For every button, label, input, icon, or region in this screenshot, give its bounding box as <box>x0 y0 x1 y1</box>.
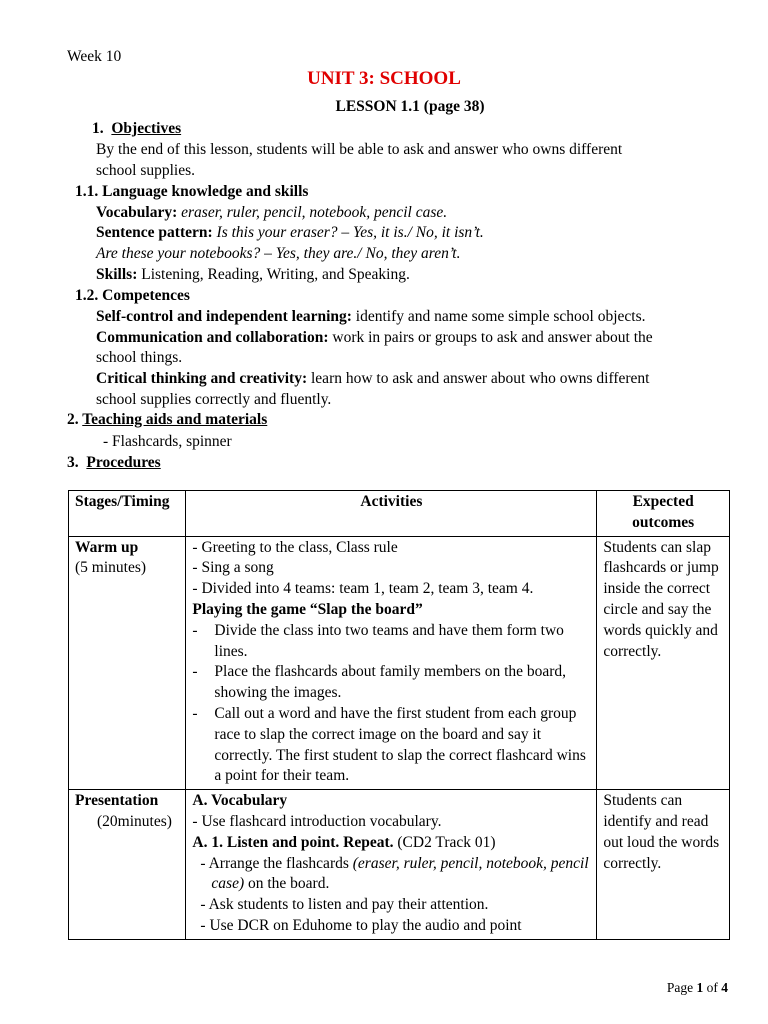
communication-label: Communication and collaboration: <box>96 329 329 346</box>
critical-thinking-line-2: school supplies correctly and fluently. <box>96 391 332 408</box>
game-step <box>192 662 590 704</box>
unit-title: UNIT 3: SCHOOL <box>307 68 461 89</box>
header-activities: Activities <box>186 491 597 537</box>
procedures-number: 3. <box>67 454 79 471</box>
skills-text: Listening, Reading, Writing, and Speaking. <box>141 266 410 283</box>
presentation-timing: (20minutes) <box>97 812 172 830</box>
warm-up-stage-cell <box>69 536 186 790</box>
footer-page-total: 4 <box>721 980 728 995</box>
dcr-line: - Use DCR on Eduhome to play the audio and point <box>200 916 522 934</box>
arrange-prefix: - Arrange the flashcards <box>200 854 353 872</box>
warm-up-activities-cell <box>186 536 597 790</box>
sentence-pattern-label: Sentence pattern: <box>96 224 213 241</box>
presentation-activities-cell <box>186 790 597 940</box>
sentence-pattern-line-2: Are these your notebooks? – Yes, they are./ No, they aren’t. <box>96 245 461 262</box>
teaching-aids-heading <box>67 410 267 431</box>
listen-point-track: (CD2 Track 01) <box>397 833 496 851</box>
communication-line <box>96 328 653 349</box>
game-step-text: Call out a word and have the first student from each group race to slap the correct image on the board and say it correctly. The first student to slap the correct flashcard wins a point for their team. <box>214 704 586 785</box>
self-control-label: Self-control and independent learning: <box>96 308 352 325</box>
page-footer <box>667 978 728 999</box>
dash-bullet: - <box>192 704 198 722</box>
game-step-text: Divide the class into two teams and have them form two lines. <box>214 621 564 660</box>
skills-line <box>96 265 410 286</box>
critical-thinking-line <box>96 369 649 390</box>
listen-point-line <box>192 833 590 854</box>
table-row-presentation <box>69 790 730 940</box>
header-stages-timing: Stages/Timing <box>69 491 186 537</box>
communication-line-2: school things. <box>96 349 183 366</box>
footer-page-number: 1 <box>696 980 704 995</box>
arrange-items: (eraser, ruler, pencil, notebook, pencil case) <box>211 854 589 893</box>
presentation-line: - Use flashcard introduction vocabulary. <box>192 812 442 830</box>
warm-up-timing: (5 minutes) <box>75 559 147 577</box>
vocabulary-text: eraser, ruler, pencil, notebook, pencil case. <box>181 204 448 221</box>
arrange-flashcards-line <box>192 854 590 896</box>
game-step <box>192 621 590 663</box>
week-label: Week 10 <box>67 48 122 65</box>
vocabulary-label: Vocabulary: <box>96 204 178 221</box>
sentence-pattern-text: Is this your eraser? – Yes, it is./ No, it isn’t. <box>216 224 484 241</box>
presentation-outcome-cell: Students can identify and read out loud the words correctly. <box>597 790 730 940</box>
lesson-title: LESSON 1.1 (page 38) <box>335 98 485 115</box>
arrange-suffix: on the board. <box>244 875 330 893</box>
dash-bullet: - <box>192 621 198 639</box>
objectives-number: 1. <box>92 120 104 137</box>
sentence-pattern-line <box>96 223 484 244</box>
critical-thinking-label: Critical thinking and creativity: <box>96 370 308 387</box>
teaching-aids-title: Teaching aids and materials <box>82 411 268 428</box>
competences-heading: 1.2. Competences <box>75 287 190 304</box>
vocabulary-line <box>96 203 447 224</box>
game-step-text: Place the flashcards about family members on the board, showing the images. <box>214 663 567 702</box>
vocabulary-section-title: A. Vocabulary <box>192 792 288 810</box>
procedures-heading <box>67 453 161 474</box>
objectives-intro-line-2: school supplies. <box>96 162 196 179</box>
language-knowledge-heading: 1.1. Language knowledge and skills <box>75 183 309 200</box>
critical-thinking-text: learn how to ask and answer about who owns different <box>311 370 650 387</box>
self-control-text: identify and name some simple school objects. <box>355 308 646 325</box>
dash-bullet: - <box>192 663 198 681</box>
game-title: Playing the game “Slap the board” <box>192 600 423 618</box>
self-control-line <box>96 307 646 328</box>
table-row-warm-up <box>69 536 730 790</box>
procedures-table <box>68 490 730 940</box>
warm-up-line: - Sing a song <box>192 559 274 577</box>
presentation-stage: Presentation <box>75 792 159 810</box>
objectives-heading <box>92 119 181 140</box>
table-header-row <box>69 491 730 537</box>
footer-page-label: Page <box>666 980 694 995</box>
skills-label: Skills: <box>96 266 138 283</box>
communication-text: work in pairs or groups to ask and answer about the <box>332 329 653 346</box>
header-expected-outcomes: Expected outcomes <box>597 491 730 537</box>
listen-point-title: A. 1. Listen and point. Repeat. <box>192 833 394 851</box>
objectives-title: Objectives <box>111 120 182 137</box>
teaching-aids-item: - Flashcards, spinner <box>103 433 232 450</box>
ask-students-line: - Ask students to listen and pay their attention. <box>200 896 489 914</box>
objectives-intro-line-1: By the end of this lesson, students will be able to ask and answer who owns different <box>96 141 623 158</box>
warm-up-outcome-cell: Students can slap flashcards or jump inside the correct circle and say the words quickly and correctly. <box>597 536 730 790</box>
warm-up-line: - Divided into 4 teams: team 1, team 2, team 3, team 4. <box>192 580 534 598</box>
warm-up-line: - Greeting to the class, Class rule <box>192 538 398 556</box>
presentation-stage-cell <box>69 790 186 940</box>
teaching-aids-number: 2. <box>67 411 79 428</box>
game-step <box>192 704 590 787</box>
footer-of-label: of <box>706 980 718 995</box>
procedures-title: Procedures <box>86 454 161 471</box>
warm-up-stage: Warm up <box>75 538 139 556</box>
